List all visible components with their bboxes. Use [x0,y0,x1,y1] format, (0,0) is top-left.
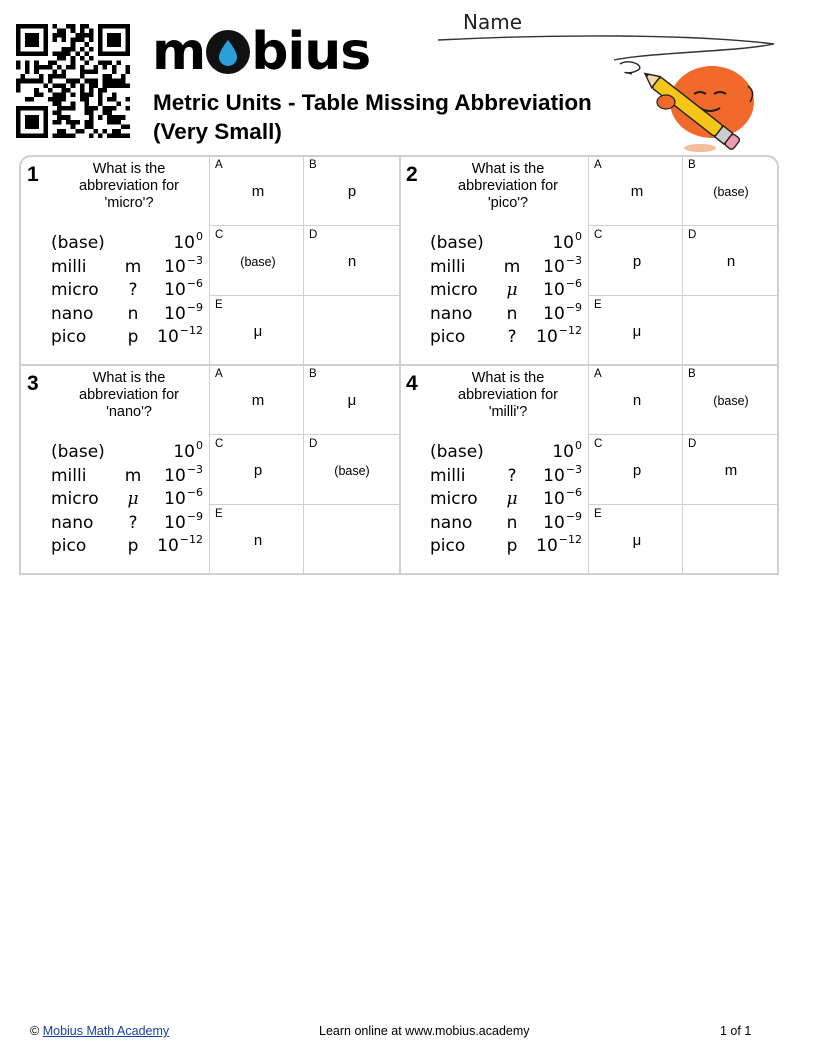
problem-1 [21,157,401,367]
unit-name: milli [430,465,466,486]
table-row [430,486,588,513]
power-exponent: −6 [565,277,582,290]
answer-option-c[interactable] [211,227,305,296]
option-letter: A [594,159,602,171]
unit-abbreviation: μ [127,489,139,509]
unit-abbreviation: ? [128,280,138,300]
power-base: 10 [536,536,558,556]
power-exponent: −9 [186,300,203,314]
option-letter: D [309,438,318,450]
unit-name: micro [430,280,478,300]
power-exponent: −3 [186,253,203,267]
page-title: Metric Units - Table Missing Abbreviation (Very Small) [153,90,592,144]
answer-option-d[interactable] [684,227,778,296]
footer-copyright [30,1024,169,1038]
answer-option-d[interactable] [305,227,399,296]
question-text: What is the abbreviation for 'milli'? [458,370,558,420]
units-table [51,230,209,351]
unit-abbreviation: n [127,303,139,324]
answer-option-e[interactable] [211,506,305,575]
option-value: m [724,462,738,479]
footer-learn-online: Learn online at www.mobius.academy [319,1024,530,1038]
footer-page-count: 1 of 1 [720,1024,752,1038]
option-value: n [726,253,736,270]
table-row [51,253,209,281]
power-base: 10 [164,303,186,324]
units-table [51,439,209,560]
table-row [430,462,588,490]
question-text: What is the abbreviation for 'micro'? [79,161,179,211]
option-letter: D [688,438,697,450]
unit-power [552,230,582,253]
table-row [430,230,588,257]
option-letter: C [594,438,603,450]
table-row [430,533,588,560]
option-value: μ [347,392,357,409]
answer-option-e[interactable] [590,297,684,366]
mobius-logo: m bius [152,22,371,82]
unit-abbreviation: ? [507,465,517,486]
unit-power [164,462,203,486]
power-base: 10 [164,465,186,486]
unit-abbreviation: n [506,512,518,533]
power-base: 10 [552,233,574,253]
problem-4 [400,366,780,576]
unit-abbreviation: ? [128,512,138,533]
units-table [430,439,588,560]
option-letter: E [215,508,223,520]
option-letter: B [688,368,696,380]
power-exponent: −12 [179,533,203,546]
power-base: 10 [157,536,179,556]
option-letter: B [309,368,317,380]
power-exponent: 0 [196,439,203,452]
power-base: 10 [543,280,565,300]
unit-name: pico [51,536,87,556]
power-exponent: −12 [179,324,203,337]
power-exponent: −12 [558,533,582,546]
answer-option-e[interactable] [211,297,305,366]
unit-name: micro [51,280,99,300]
power-exponent: −9 [186,509,203,523]
option-value: p [347,183,357,200]
unit-power [543,300,582,324]
problem-number: 1 [27,163,39,186]
power-base: 10 [173,442,195,462]
option-letter: C [215,229,224,241]
power-base: 10 [157,327,179,347]
problem-2 [400,157,780,367]
option-value: (base) [334,463,370,478]
unit-abbreviation: ? [507,327,517,347]
mascot-character-icon [610,52,760,152]
answer-option-c[interactable] [590,436,684,505]
option-value: n [632,392,642,409]
unit-power [164,277,203,300]
answer-option-b[interactable] [305,157,399,226]
problem-number: 2 [406,163,418,186]
unit-power [552,439,582,462]
name-label: Name [463,10,523,34]
option-value: μ [632,532,642,549]
answer-option-a[interactable] [211,157,305,226]
power-exponent: 0 [575,230,582,243]
power-base: 10 [164,512,186,533]
option-letter: D [309,229,318,241]
unit-abbreviation: p [127,536,139,556]
power-base: 10 [543,465,565,486]
unit-power [164,253,203,277]
unit-power [173,230,203,253]
logo-drop-icon [206,30,250,74]
table-row [430,439,588,466]
unit-name: milli [430,256,466,277]
option-value: m [630,183,644,200]
table-row [51,324,209,351]
option-value: (base) [713,184,749,199]
option-value: m [251,392,265,409]
copyright-symbol: © [30,1024,40,1038]
unit-name: (base) [430,442,484,462]
unit-name: nano [430,303,473,324]
unit-name: pico [51,327,87,347]
option-value: p [632,462,642,479]
power-base: 10 [536,327,558,347]
unit-name: micro [430,489,478,509]
mobius-academy-link[interactable]: Mobius Math Academy [42,1024,170,1038]
unit-power [164,300,203,324]
unit-abbreviation: n [506,303,518,324]
unit-name: nano [51,512,94,533]
unit-name: (base) [430,233,484,253]
unit-power [543,462,582,486]
unit-name: nano [51,303,94,324]
option-value: (base) [713,393,749,408]
power-exponent: −12 [558,324,582,337]
unit-power [157,324,203,347]
option-value: μ [253,323,263,340]
answer-option-b[interactable] [684,157,778,226]
table-row [430,277,588,304]
power-exponent: −6 [186,277,203,290]
power-exponent: −6 [186,486,203,499]
unit-abbreviation: m [503,256,521,277]
option-value: (base) [240,254,276,269]
question-text: What is the abbreviation for 'pico'? [458,161,558,211]
unit-abbreviation: m [124,465,142,486]
option-value: m [251,183,265,200]
unit-abbreviation: p [127,327,139,347]
unit-power [543,253,582,277]
option-letter: C [594,229,603,241]
answer-option-a[interactable] [590,157,684,226]
answer-option-c[interactable] [211,436,305,505]
power-exponent: −3 [565,462,582,476]
unit-power [543,277,582,300]
option-letter: D [688,229,697,241]
problem-number: 4 [406,372,418,395]
power-exponent: −6 [565,486,582,499]
unit-name: micro [51,489,99,509]
table-row [430,324,588,351]
unit-name: pico [430,327,466,347]
power-exponent: 0 [575,439,582,452]
power-base: 10 [164,489,186,509]
unit-abbreviation: μ [506,280,518,300]
unit-abbreviation: m [124,256,142,277]
option-letter: E [594,299,602,311]
option-letter: E [594,508,602,520]
unit-power [164,486,203,509]
units-table [430,230,588,351]
unit-power [164,509,203,533]
unit-abbreviation: μ [506,489,518,509]
option-letter: B [309,159,317,171]
table-row [51,277,209,304]
unit-power [543,509,582,533]
table-row [51,230,209,257]
answer-option-c[interactable] [590,227,684,296]
qr-code [16,24,130,138]
table-row [51,486,209,513]
problem-number: 3 [27,372,39,395]
power-base: 10 [164,280,186,300]
power-base: 10 [543,303,565,324]
table-row [430,253,588,281]
question-text: What is the abbreviation for 'nano'? [79,370,179,420]
unit-power [173,439,203,462]
power-base: 10 [543,512,565,533]
option-letter: A [215,159,223,171]
power-exponent: −9 [565,300,582,314]
answer-option-e[interactable] [590,506,684,575]
unit-name: (base) [51,442,105,462]
option-value: n [253,532,263,549]
unit-name: (base) [51,233,105,253]
unit-name: milli [51,256,87,277]
power-exponent: −3 [565,253,582,267]
power-exponent: 0 [196,230,203,243]
option-letter: B [688,159,696,171]
power-base: 10 [164,256,186,277]
table-row [51,462,209,490]
answer-option-b[interactable] [305,366,399,435]
answer-option-b[interactable] [684,366,778,435]
option-value: μ [632,323,642,340]
power-base: 10 [173,233,195,253]
table-row [51,439,209,466]
option-letter: C [215,438,224,450]
answer-option-a[interactable] [211,366,305,435]
option-letter: A [594,368,602,380]
unit-name: nano [430,512,473,533]
unit-power [543,486,582,509]
power-base: 10 [543,256,565,277]
power-exponent: −3 [186,462,203,476]
power-base: 10 [543,489,565,509]
power-base: 10 [552,442,574,462]
unit-name: pico [430,536,466,556]
option-value: n [347,253,357,270]
table-row [51,533,209,560]
option-letter: E [215,299,223,311]
option-value: p [632,253,642,270]
unit-abbreviation: p [506,536,518,556]
power-exponent: −9 [565,509,582,523]
option-letter: A [215,368,223,380]
problem-3 [21,366,401,576]
unit-power [536,533,582,556]
unit-name: milli [51,465,87,486]
answer-option-d[interactable] [305,436,399,505]
unit-power [536,324,582,347]
option-value: p [253,462,263,479]
unit-power [157,533,203,556]
answer-option-a[interactable] [590,366,684,435]
answer-option-d[interactable] [684,436,778,505]
